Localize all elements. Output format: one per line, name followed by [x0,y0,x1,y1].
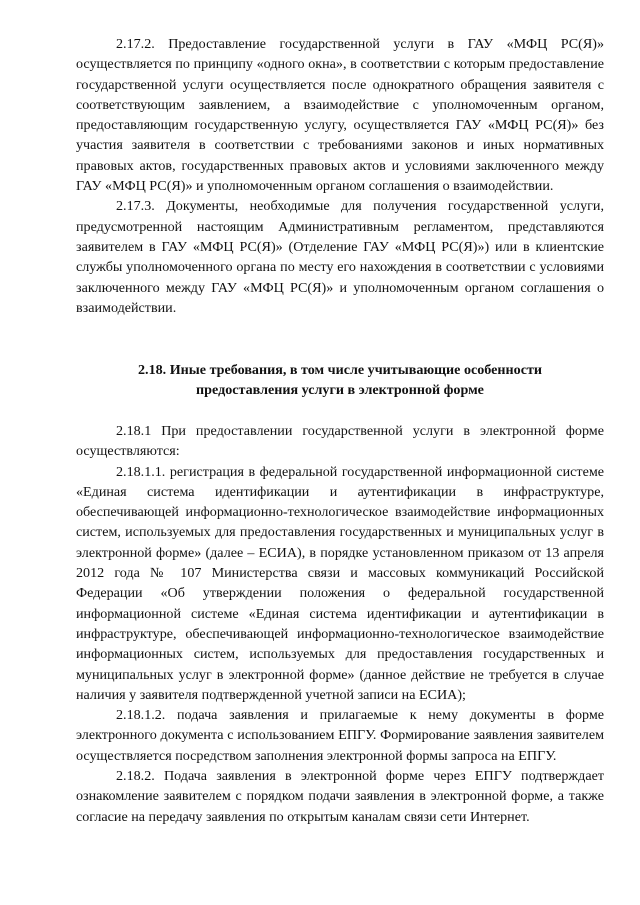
paragraph-2-17-2: 2.17.2. Предоставление государственной услуги в ГАУ «МФЦ РС(Я)» осуществляется по принципу «одного окна», в соответствии с которым предоставление государственной услуги осуществляется после однократного обращения заявителя с соответствующим заявлением, а взаимодействие с уполномоченным органом, предоставляющим государственную услугу, осуществляется ГАУ «МФЦ РС(Я)» без участия заявителя в соответствии с требованиями законов и иных нормативных правовых актов, государственных правовых актов и условиями заключенного между ГАУ «МФЦ РС(Я)» и уполномоченным органом соглашения о взаимодействии. [76,36,604,195]
paragraph-2-17-3: 2.17.3. Документы, необходимые для получения государственной услуги, предусмотренной настоящим Административным регламентом, представляются заявителем в ГАУ «МФЦ РС(Я)» (Отделение ГАУ «МФЦ РС(Я)») или в клиентские службы уполномоченного органа по месту его нахождения в соответствии с условиями заключенного между ГАУ «МФЦ РС(Я)» и уполномоченным органом соглашения о взаимодействии. [76,198,604,316]
paragraph-2-18-2: 2.18.2. Подача заявления в электронной форме через ЕПГУ подтверждает ознакомление заявителем с порядком подачи заявления в электронной форме, а также согласие на передачу заявления по открытым каналам связи сети Интернет. [76,768,604,825]
heading-line-2: предоставления услуги в электронной форме [196,382,484,399]
section-2-17-body [76,34,604,318]
paragraph-2-18-1-2: 2.18.1.2. подача заявления и прилагаемые к нему документы в форме электронного документа с использованием ЕПГУ. Формирование заявления заявителем осуществляется посредством заполнения электронной формы запроса на ЕПГУ. [76,707,604,764]
paragraph-2-18-1: 2.18.1 При предоставлении государственной услуги в электронной форме осуществляются: [76,423,604,460]
section-2-18-body [76,421,604,827]
heading-line-1: 2.18. Иные требования, в том числе учитывающие особенности [138,362,542,378]
paragraph-2-18-1-1: 2.18.1.1. регистрация в федеральной государственной информационной системе «Единая система идентификации и аутентификации в инфраструктуре, обеспечивающей информационно-технологическое взаимодействие информационных систем, используемых для предоставления государственных и муниципальных услуг в электронной форме» (далее – ЕСИА), в порядке установленном приказом от 13 апреля 2012 года № 107 Министерства связи и массовых коммуникаций Российской Федерации «Об утверждении положения о федеральной государственной информационной системе «Единая система идентификации и аутентификации в инфраструктуре, обеспечивающей информационно-технологическое взаимодействие информационных систем, используемых для предоставления государственных и муниципальных услуг в электронной форме» (данное действие не требуется в случае наличия у заявителя подтвержденной учетной записи на ЕСИА); [76,463,604,703]
section-2-18-heading [76,360,604,401]
